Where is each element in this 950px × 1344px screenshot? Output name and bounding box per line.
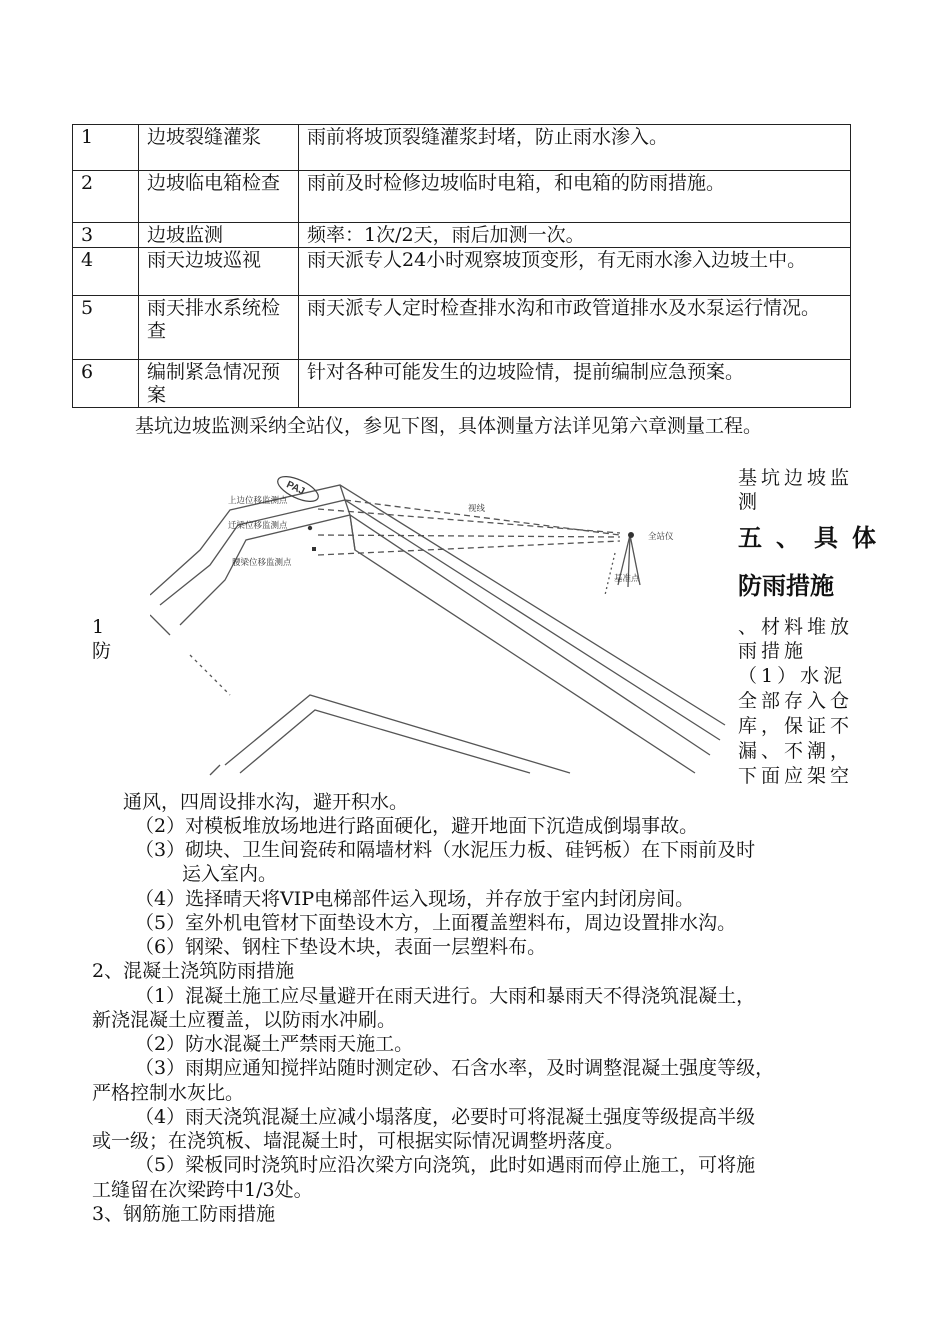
paragraph: （2）防水混凝土严禁雨天施工。 xyxy=(135,1033,414,1055)
monitoring-diagram xyxy=(150,455,730,780)
paragraph: （6）钢梁、钢柱下垫设木块，表面一层塑料布。 xyxy=(135,936,547,958)
section-heading-1: 五、具体 xyxy=(738,524,890,552)
table-cell-item: 雨天边坡巡视 xyxy=(139,248,299,296)
paragraph: 通风，四周设排水沟，避开积水。 xyxy=(123,791,409,813)
table-cell-desc: 频率：1次/2天，雨后加测一次。 xyxy=(299,223,851,248)
pal-label: PAJ xyxy=(284,479,307,498)
paragraph: （5）梁板同时浇筑时应沿次梁方向浇筑，此时如遇雨而停止施工，可将施 xyxy=(135,1154,756,1176)
paragraph: 或一级；在浇筑板、墙混凝土时，可根据实际情况调整坍落度。 xyxy=(92,1130,625,1152)
table-row xyxy=(73,223,851,248)
side-line: 全部存入仓 xyxy=(738,690,854,712)
label-low-point: 腰梁位移监测点 xyxy=(232,558,292,568)
table-cell-item: 雨天排水系统检查 xyxy=(139,296,299,360)
total-station-icon xyxy=(628,532,634,538)
table-row xyxy=(73,171,851,223)
section-heading-2: 防雨措施 xyxy=(738,572,834,600)
table-cell-item: 边坡临电箱检查 xyxy=(139,171,299,223)
side-line: 库，保证不 xyxy=(738,715,854,737)
table-cell-item: 编制紧急情况预案 xyxy=(139,360,299,408)
table-cell-item: 边坡监测 xyxy=(139,223,299,248)
table-cell-item: 边坡裂缝灌浆 xyxy=(139,125,299,171)
paragraph: （2）对模板堆放场地进行路面硬化，避开地面下沉造成倒塌事故。 xyxy=(135,815,699,837)
paragraph: （5）室外机电管材下面垫设木方，上面覆盖塑料布，周边设置排水沟。 xyxy=(135,912,737,934)
table-cell-desc: 雨前及时检修边坡临时电箱，和电箱的防雨措施。 xyxy=(299,171,851,223)
side-line: （1）水泥 xyxy=(738,665,847,687)
paragraph: （4）雨天浇筑混凝土应减小塌落度，必要时可将混凝土强度等级提高半级 xyxy=(135,1106,756,1128)
table-cell-no: 5 xyxy=(73,296,139,360)
table-cell-desc: 雨天派专人24小时观察坡顶变形，有无雨水渗入边坡土中。 xyxy=(299,248,851,296)
left-fragment-1: 1 xyxy=(92,616,105,638)
paragraph: （3）砌块、卫生间瓷砖和隔墙材料（水泥压力板、硅钙板）在下雨前及时 xyxy=(135,839,756,861)
table-cell-no: 6 xyxy=(73,360,139,408)
subheading: 2、混凝土浇筑防雨措施 xyxy=(92,960,295,982)
paragraph: 严格控制水灰比。 xyxy=(92,1082,245,1104)
label-mid-point: 迁梁位移监测点 xyxy=(228,521,288,531)
table-row xyxy=(73,360,851,408)
table-cell-no: 3 xyxy=(73,223,139,248)
base-point-label: 基准点 xyxy=(614,574,640,584)
paragraph: （3）雨期应通知搅拌站随时测定砂、石含水率，及时调整混凝土强度等级， xyxy=(135,1057,775,1079)
measures-table xyxy=(72,124,851,408)
table-cell-desc: 针对各种可能发生的边坡险情，提前编制应急预案。 xyxy=(299,360,851,408)
intro-text: 基坑边坡监测采纳全站仪，参见下图，具体测量方法详见第六章测量工程。 xyxy=(135,415,763,437)
paragraph: （4）选择晴天将VIP电梯部件运入现场，并存放于室内封闭房间。 xyxy=(135,888,695,910)
figure-caption-1: 基坑边坡监 xyxy=(738,467,854,489)
paragraph: 工缝留在次梁跨中1/3处。 xyxy=(92,1179,313,1201)
subheading: 3、钢筋施工防雨措施 xyxy=(92,1203,276,1225)
paragraph: （1）混凝土施工应尽量避开在雨天进行。大雨和暴雨天不得浇筑混凝土， xyxy=(135,985,756,1007)
table-cell-no: 1 xyxy=(73,125,139,171)
instrument-label: 全站仪 xyxy=(648,532,674,542)
side-line: 雨措施 xyxy=(738,640,808,662)
sight-line-label: 视线 xyxy=(468,504,486,514)
label-top-point: 上边位移监测点 xyxy=(228,496,288,506)
table-row xyxy=(73,248,851,296)
table-cell-no: 2 xyxy=(73,171,139,223)
table-row xyxy=(73,296,851,360)
paragraph: 运入室内。 xyxy=(182,863,278,885)
side-line: 、材料堆放 xyxy=(738,616,854,638)
table-cell-desc: 雨前将坡顶裂缝灌浆封堵，防止雨水渗入。 xyxy=(299,125,851,171)
paragraph: 新浇混凝土应覆盖，以防雨水冲刷。 xyxy=(92,1009,397,1031)
left-fragment-2: 防 xyxy=(92,640,112,662)
side-line: 漏、不潮， xyxy=(738,740,854,762)
table-cell-no: 4 xyxy=(73,248,139,296)
side-line: 下面应架空 xyxy=(738,765,854,787)
table-row xyxy=(73,125,851,171)
figure-caption-2: 测 xyxy=(738,491,762,513)
table-cell-desc: 雨天派专人定时检查排水沟和市政管道排水及水泵运行情况。 xyxy=(299,296,851,360)
